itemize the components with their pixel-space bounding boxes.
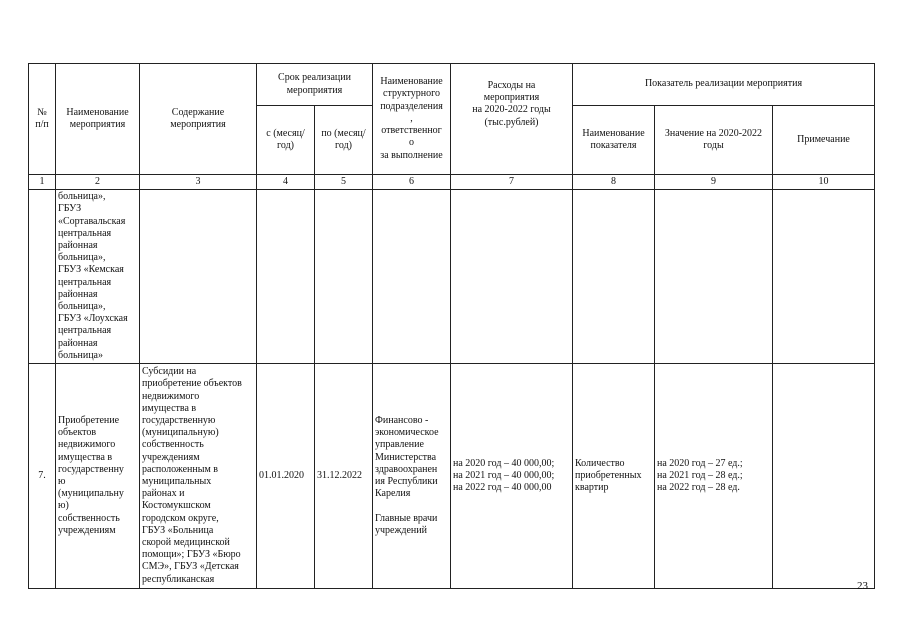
header-note: Примечание xyxy=(773,106,875,175)
date-to: 31.12.2022 xyxy=(315,364,373,589)
note xyxy=(773,364,875,589)
continued-event-name: больница», ГБУЗ «Сортавальская центральная районная больница», ГБУЗ «Кемская центральная районная больница», ГБУЗ «Лоухская центральная районная больница» xyxy=(56,190,140,364)
header-expenses: Расходы на мероприятия на 2020-2022 годы (тыс.рублей) xyxy=(451,64,573,175)
measures-table xyxy=(28,63,875,589)
expenses: на 2020 год – 40 000,00; на 2021 год – 40 000,00; на 2022 год – 40 000,00 xyxy=(451,364,573,589)
header-period-from: с (месяц/ год) xyxy=(257,106,315,175)
table-row-7 xyxy=(29,364,875,589)
column-number: 6 xyxy=(373,175,451,190)
column-numbers-row xyxy=(29,175,875,190)
page-number: 23 xyxy=(857,580,868,592)
header-event-name: Наименование мероприятия xyxy=(56,64,140,175)
column-number: 1 xyxy=(29,175,56,190)
header-indicator-name: Наименование показателя xyxy=(573,106,655,175)
responsible-unit: Финансово - экономическое управление Министерства здравоохранен ия Республики Карелия Главные врачи учреждений xyxy=(373,364,451,589)
header-unit: Наименование структурного подразделения , ответственног о за выполнение xyxy=(373,64,451,175)
column-number: 10 xyxy=(773,175,875,190)
date-from: 01.01.2020 xyxy=(257,364,315,589)
row-number: 7. xyxy=(29,364,56,589)
table-row-continued xyxy=(29,190,875,364)
column-number: 9 xyxy=(655,175,773,190)
header-num: № п/п xyxy=(29,64,56,175)
header-period: Срок реализации мероприятия xyxy=(257,64,373,106)
header-content: Содержание мероприятия xyxy=(140,64,257,175)
header-indicator: Показатель реализации мероприятия xyxy=(573,64,875,106)
header-period-to: по (месяц/ год) xyxy=(315,106,373,175)
column-number: 5 xyxy=(315,175,373,190)
column-number: 7 xyxy=(451,175,573,190)
column-number: 8 xyxy=(573,175,655,190)
indicator-name: Количество приобретенных квартир xyxy=(573,364,655,589)
column-number: 2 xyxy=(56,175,140,190)
header-indicator-value: Значение на 2020-2022 годы xyxy=(655,106,773,175)
indicator-value: на 2020 год – 27 ед.; на 2021 год – 28 ед.; на 2022 год – 28 ед. xyxy=(655,364,773,589)
column-number: 3 xyxy=(140,175,257,190)
column-number: 4 xyxy=(257,175,315,190)
event-content: Субсидии на приобретение объектов недвижимого имущества в государственную (муниципальную) собственность учреждениям расположенным в муниципальных районах и Костомукшском городском округе, ГБУЗ «Больница скорой медицинской помощи»; ГБУЗ «Бюро СМЭ», ГБУЗ «Детская республиканская xyxy=(140,364,257,589)
event-name: Приобретение объектов недвижимого имущества в государственну ю (муниципальну ю) собственность учреждениям xyxy=(56,364,140,589)
